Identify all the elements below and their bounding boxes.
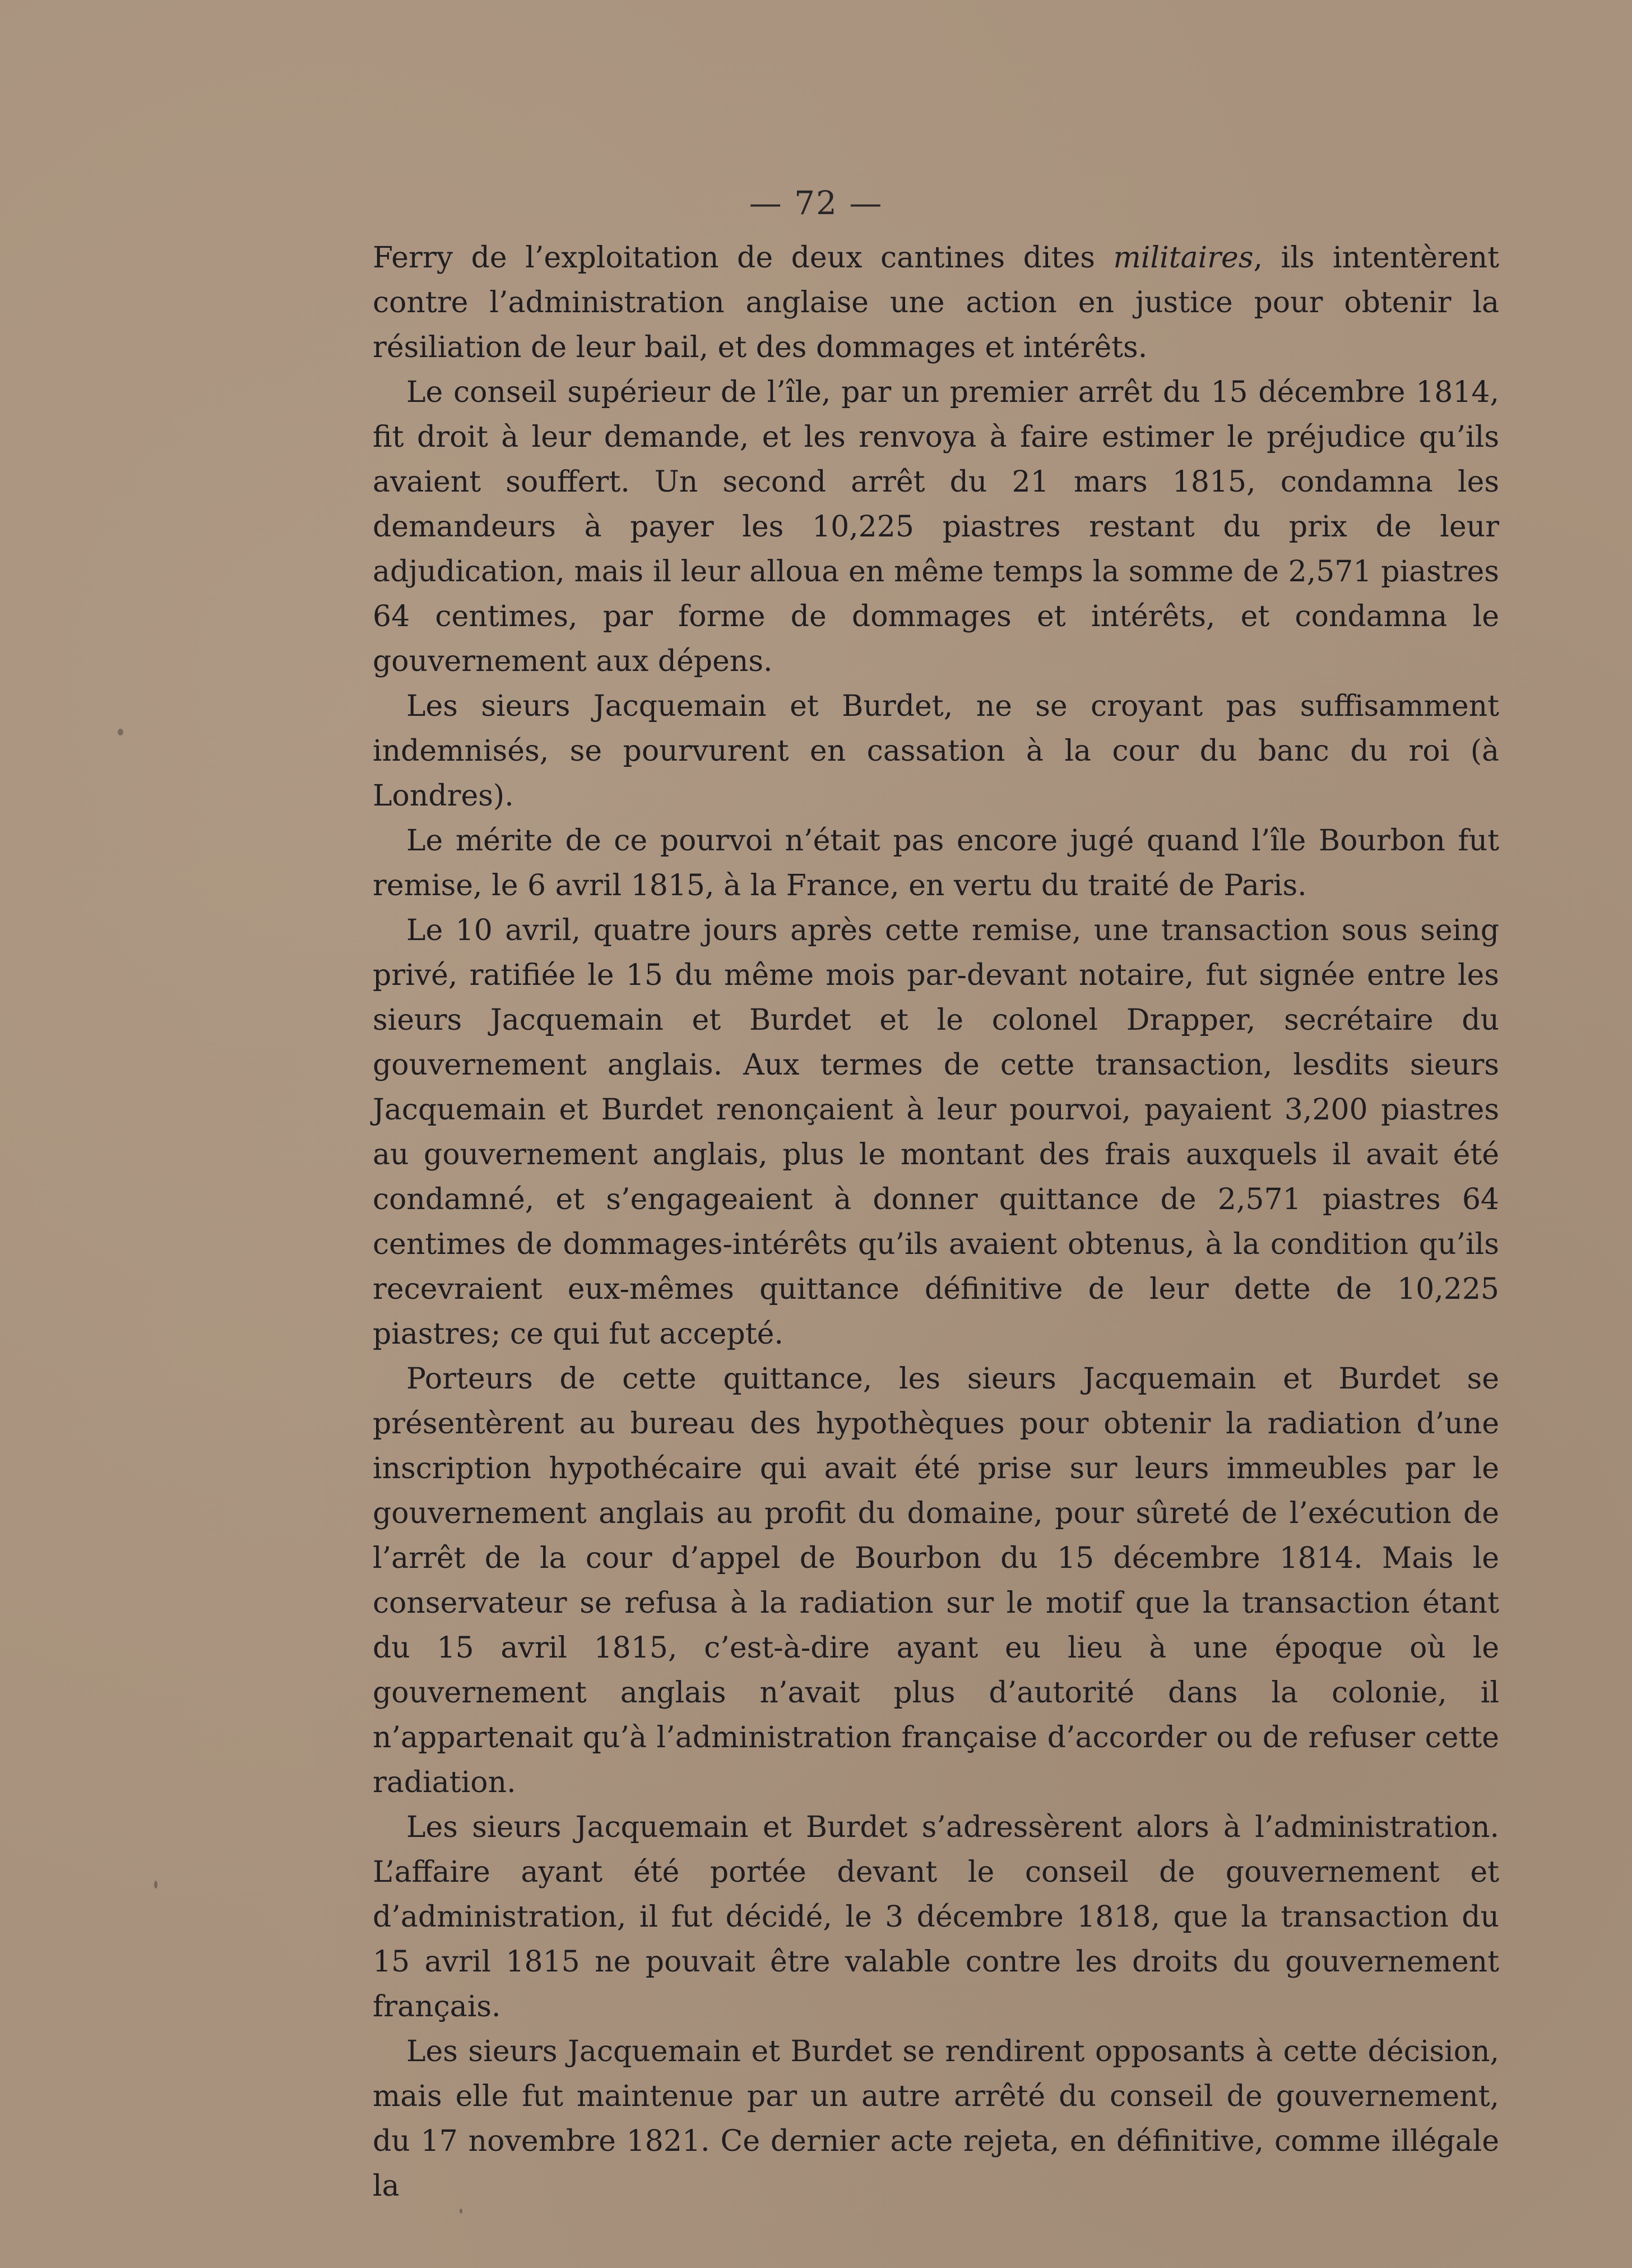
paragraph-5: Le 10 avril, quatre jours après cette remise, une transaction sous seing privé, ratifiée le 15 du même mois par-devant notaire, fut signée entre les sieurs Jacquemain et Burdet et le colonel Drapper, secrétaire du gouvernement anglais. Aux termes de cette transaction, lesdits sieurs Jacquemain et Burdet renonçaient à leur pourvoi, payaient 3,200 piastres au gouvernement anglais, plus le montant des frais auxquels il avait été condamné, et s’engageaient à donner quittance de 2,571 piastres 64 centimes de dommages-intérêts qu’ils avaient obtenus, à la condition qu’ils recevraient eux-mêmes quittance définitive de leur dette de 10,225 piastres; ce qui fut accepté. <box>373 914 1499 1351</box>
page-number: — 72 — <box>749 184 883 222</box>
paragraph-1-end: , ils intentèrent contre l’administration anglaise une action en justice pour obtenir la résiliation de leur bail, et des dommages et intérêts. <box>373 241 1499 364</box>
paragraph-3: Les sieurs Jacquemain et Burdet, ne se croyant pas suffisamment indemnisés, se pourvurent en cassation à la cour du banc du roi (à Londres). <box>373 689 1499 813</box>
paragraph-1-start: Ferry de l’exploitation de deux cantines dites <box>373 241 1114 275</box>
italic-term: militaires <box>1113 241 1254 275</box>
body-text <box>373 235 1499 2209</box>
paragraph-7: Les sieurs Jacquemain et Burdet s’adressèrent alors à l’administration. L’affaire ayant été portée devant le conseil de gouvernement et d’administration, il fut décidé, le 3 décembre 1818, que la transaction du 15 avril 1815 ne pouvait être valable contre les droits du gouvernement français. <box>373 1811 1499 2024</box>
paper-speck <box>460 2209 462 2214</box>
paragraph-1 <box>373 235 1499 370</box>
paper-speck <box>118 729 123 735</box>
paragraph-6: Porteurs de cette quittance, les sieurs Jacquemain et Burdet se présentèrent au bureau des hypothèques pour obtenir la radiation d’une inscription hypothécaire qui avait été prise sur leurs immeubles par le gouvernement anglais au profit du domaine, pour sûreté de l’exécution de l’arrêt de la cour d’appel de Bourbon du 15 décembre 1814. Mais le conservateur se refusa à la radiation sur le motif que la transaction étant du 15 avril 1815, c’est-à-dire ayant eu lieu à une époque où le gouvernement anglais n’avait plus d’autorité dans la colonie, il n’appartenait qu’à l’administration française d’accorder ou de refuser cette radiation. <box>373 1362 1499 1799</box>
paragraph-8: Les sieurs Jacquemain et Burdet se rendirent opposants à cette décision, mais elle fut maintenue par un autre arrêté du conseil de gouvernement, du 17 novembre 1821. Ce dernier acte rejeta, en définitive, comme illégale la <box>373 2035 1499 2203</box>
paragraph-2: Le conseil supérieur de l’île, par un premier arrêt du 15 décembre 1814, fit droit à leur demande, et les renvoya à faire estimer le préjudice qu’ils avaient souffert. Un second arrêt du 21 mars 1815, condamna les demandeurs à payer les 10,225 piastres restant du prix de leur adjudication, mais il leur alloua en même temps la somme de 2,571 piastres 64 centimes, par forme de dommages et intérêts, et condamna le gouvernement aux dépens. <box>373 376 1499 678</box>
paper-speck <box>154 1881 157 1889</box>
paragraph-4: Le mérite de ce pourvoi n’était pas encore jugé quand l’île Bourbon fut remise, le 6 avril 1815, à la France, en vertu du traité de Paris. <box>373 824 1499 902</box>
